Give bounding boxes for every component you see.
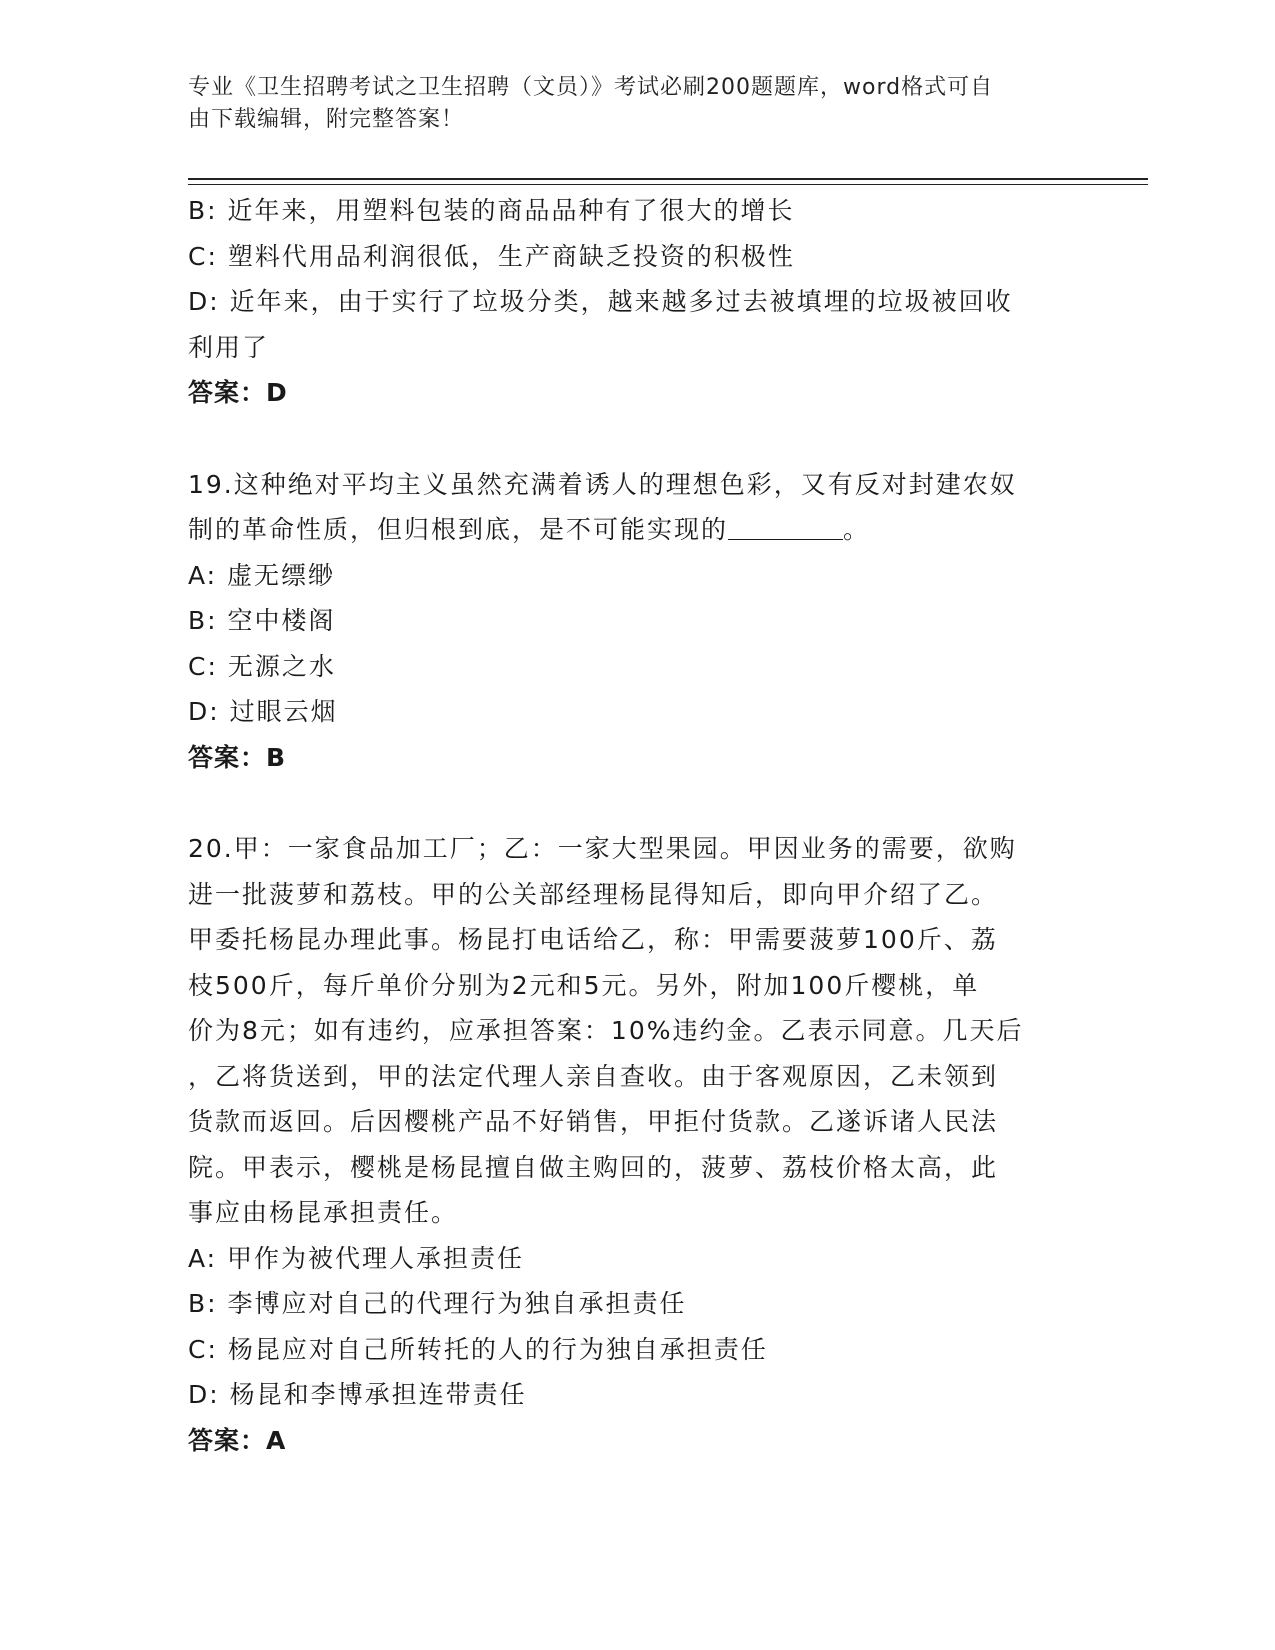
q19-option-b: B: 空中楼阁 [188, 606, 336, 635]
q20-stem-line: 价为8元；如有违约，应承担答案：10%违约金。乙表示同意。几天后 [188, 1016, 1024, 1045]
document-header [188, 72, 1068, 136]
question-20 [188, 826, 1088, 1463]
q19-stem-line-2 [188, 507, 1088, 553]
fill-in-blank [728, 515, 843, 540]
q20-option-a: A: 甲作为被代理人承担责任 [188, 1243, 525, 1273]
q19-stem-text: 制的革命性质，但归根到底，是不可能实现的 [188, 515, 729, 544]
header-rule-thin [188, 184, 1148, 185]
q20-stem-line: 院。甲表示，樱桃是杨昆擅自做主购回的，菠萝、荔枝价格太高，此 [188, 1152, 999, 1182]
q20-option-c: C: 杨昆应对自己所转托的人的行为独自承担责任 [188, 1334, 768, 1364]
q18-option-d-line-2: 利用了 [188, 332, 270, 362]
q20-stem-line: 20.甲：一家食品加工厂；乙：一家大型果园。甲因业务的需要，欲购 [188, 834, 1017, 863]
q20-stem-line: 事应由杨昆承担责任。 [188, 1198, 459, 1227]
q20-stem-line: 甲委托杨昆办理此事。杨昆打电话给乙，称：甲需要菠萝100斤、荔 [188, 925, 998, 954]
question-19 [188, 462, 1088, 781]
q19-option-c: C: 无源之水 [188, 651, 336, 681]
q19-answer: 答案：B [188, 742, 287, 772]
q18-option-b: B: 近年来，用塑料包装的商品品种有了很大的增长 [188, 196, 795, 225]
spacer [188, 780, 1088, 826]
q19-option-a: A: 虚无缥缈 [188, 560, 336, 590]
header-line-2: 由下载编辑，附完整答案！ [188, 107, 465, 132]
q20-stem-line: 货款而返回。后因樱桃产品不好销售，甲拒付货款。乙遂诉诸人民法 [188, 1107, 999, 1136]
document-body [188, 188, 1088, 1463]
q20-option-b: B: 李博应对自己的代理行为独自承担责任 [188, 1289, 687, 1318]
header-line-1: 专业《卫生招聘考试之卫生招聘（文员）》考试必刷200题题库，word格式可自 [188, 75, 994, 100]
q20-stem-line: 进一批菠萝和荔枝。甲的公关部经理杨昆得知后，即向甲介绍了乙。 [188, 879, 999, 909]
question-18 [188, 188, 1088, 416]
q20-answer: 答案：A [188, 1425, 287, 1455]
q18-option-c: C: 塑料代用品利润很低，生产商缺乏投资的积极性 [188, 241, 795, 271]
q19-stem-line-1: 19.这种绝对平均主义虽然充满着诱人的理想色彩，又有反对封建农奴 [188, 469, 1017, 499]
spacer [188, 416, 1088, 462]
header-rule-thick [188, 178, 1148, 180]
q18-answer: 答案：D [188, 378, 288, 407]
q20-stem-line: 枝500斤，每斤单价分别为2元和5元。另外，附加100斤樱桃，单 [188, 970, 980, 1000]
q20-option-d: D: 杨昆和李博承担连带责任 [188, 1380, 527, 1409]
q20-stem-line: ，乙将货送到，甲的法定代理人亲自查收。由于客观原因，乙未领到 [188, 1061, 999, 1091]
q19-stem-end: 。 [843, 515, 871, 544]
q19-option-d: D: 过眼云烟 [188, 697, 338, 726]
q18-option-d-line-1: D: 近年来，由于实行了垃圾分类，越来越多过去被填埋的垃圾被回收 [188, 287, 1013, 316]
